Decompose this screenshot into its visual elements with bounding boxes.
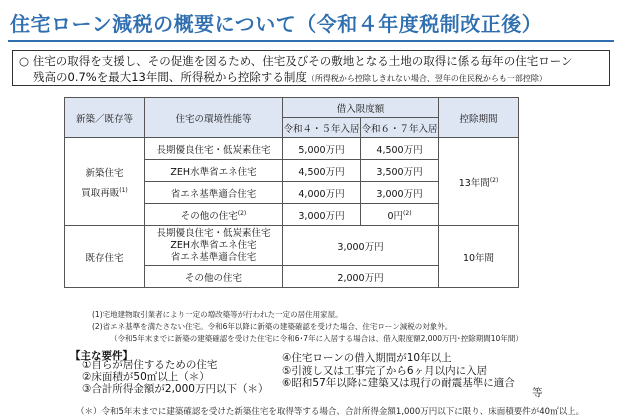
perf-cell: その他の住宅$^{(2)}$: [145, 204, 283, 226]
existing-perf-merged: 長期優良住宅・低炭素住宅 ZEH水準省エネ住宅 省エネ基準適合住宅: [145, 226, 283, 266]
perf-cell: ZEH水準省エネ住宅: [145, 160, 283, 182]
tax-credit-table: [64, 97, 519, 288]
limit-cell-r67: 0円$^{(2)}$: [361, 204, 439, 226]
requirements-etc: 等: [532, 387, 543, 399]
summary-line-1: ○ 住宅の取得を支援し、その促進を図るため、住宅及びその敷地となる土地の取得に係る毎年の住宅ローン: [19, 54, 573, 68]
header-period: 控除期間: [439, 98, 519, 138]
summary-line-2-note: （所得税から控除しきれない場合、翌年の住民税からも一部控除）: [306, 74, 547, 83]
requirement-item: ③合計所得金額が2,000万円以下（＊）: [82, 383, 269, 395]
limit-cell-r45: 4,000万円: [283, 182, 361, 204]
summary-box: [12, 50, 610, 86]
footnote: （＊）令和5年末までに建築確認を受けた新築住宅を取得等する場合、合計所得金額1,000万円以下に限り、床面積要件が40㎡以上。: [76, 407, 585, 417]
requirement-item: ⑥昭和57年以降に建築又は現行の耐震基準に適合: [282, 377, 515, 389]
limit-cell-r45: 5,000万円: [283, 138, 361, 160]
existing-limit-other: 2,000万円: [283, 266, 439, 288]
perf-cell: 省エネ基準適合住宅: [145, 182, 283, 204]
requirement-item: ④住宅ローンの借入期間が10年以上: [282, 352, 452, 364]
requirements-title: 【主な要件】: [70, 350, 133, 362]
requirement-item: ②床面積が50㎡以上（＊）: [82, 371, 210, 383]
limit-cell-r45: 3,000万円: [283, 204, 361, 226]
summary-line-2-main: 残高の0.7%を最大13年間、所得税から控除する制度: [33, 70, 307, 84]
header-type: 新築／既存等: [65, 98, 145, 138]
header-r45: 令和４・５年入居: [283, 118, 361, 138]
requirements-right: [282, 352, 515, 390]
new-housing-label: [65, 138, 145, 226]
header-performance: 住宅の環境性能等: [145, 98, 283, 138]
perf-cell: その他の住宅: [145, 266, 283, 288]
page-title: 住宅ローン減税の概要について（令和４年度税制改正後）: [10, 12, 543, 36]
limit-cell-r67: 4,500万円: [361, 138, 439, 160]
summary-line-2: [33, 69, 609, 87]
perf-cell: 長期優良住宅・低炭素住宅: [145, 138, 283, 160]
requirement-item: ①自らが居住するための住宅: [82, 359, 218, 371]
limit-cell-r67: 3,500万円: [361, 160, 439, 182]
limit-cell-r67: 3,000万円: [361, 182, 439, 204]
existing-limit-merged: 3,000万円: [283, 226, 439, 266]
title-bar: [0, 0, 621, 44]
new-housing-label-line2: 買取再販$^{(1)}$: [81, 186, 128, 199]
requirements-left: [82, 359, 268, 395]
new-housing-period: 13年間$^{(2)}$: [439, 138, 519, 226]
note-1: (1)宅地建物取引業者により一定の増改築等が行われた一定の居住用家屋。: [92, 310, 343, 319]
limit-cell-r45: 4,500万円: [283, 160, 361, 182]
note-2: (2)省エネ基準を満たさない住宅。令和6年以降に新築の建築確認を受けた場合、住宅ローン減税の対象外。: [92, 322, 453, 331]
title-underline: [8, 40, 614, 42]
header-borrowing-limit: 借入限度額: [283, 98, 439, 118]
new-housing-label-line1: 新築住宅: [85, 167, 124, 179]
existing-housing-label: 既存住宅: [65, 226, 145, 288]
header-r67: 令和６・７年入居: [361, 118, 439, 138]
note-3: （令和5年末までに新築の建築確認を受けた住宅に令和6･7年に入居する場合は、借入限度額2,000万円･控除期間10年間）: [110, 334, 523, 343]
existing-housing-period: 10年間: [439, 226, 519, 288]
requirement-item: ⑤引渡し又は工事完了から6ヶ月以内に入居: [282, 364, 488, 377]
table-notes: [92, 309, 523, 345]
